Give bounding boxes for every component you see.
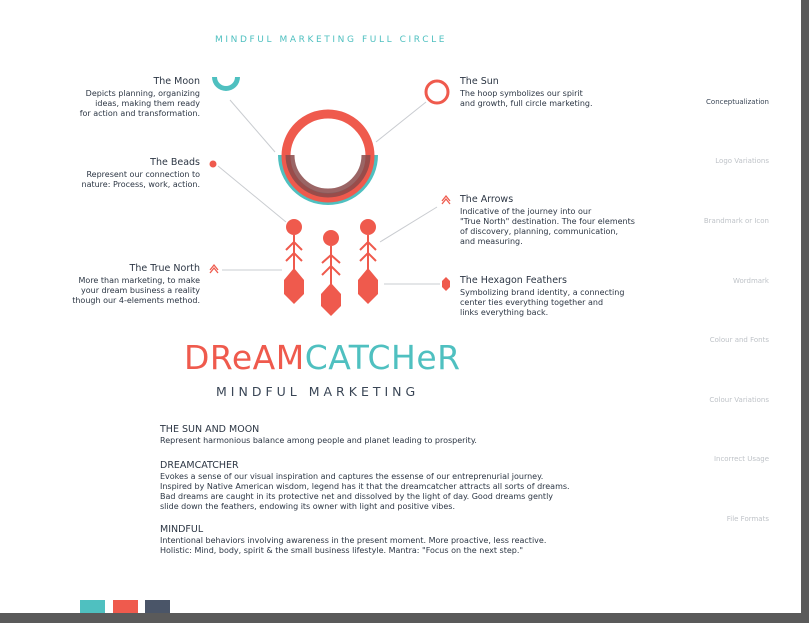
annotation-title: The Beads — [150, 157, 200, 168]
section-sun-and-moon — [160, 425, 477, 446]
beads-connector — [218, 166, 286, 222]
nav-logo-variations[interactable]: Logo Variations — [715, 157, 769, 165]
nav-conceptualization[interactable]: Conceptualization — [706, 98, 769, 106]
annotation-title: The True North — [129, 263, 200, 274]
bead-icon — [210, 161, 217, 168]
nav-file-formats[interactable]: File Formats — [726, 515, 769, 523]
wordmark-catcher: CATCHeR — [304, 338, 461, 377]
annotation-moon — [40, 77, 200, 119]
annotation-desc: Represent our connection to nature: Process, work, action. — [81, 170, 200, 189]
wordmark-tagline: MINDFUL MARKETING — [216, 384, 420, 399]
annotation-desc: Depicts planning, organizing ideas, making them ready for action and transformation. — [79, 89, 200, 118]
nav-incorrect-usage[interactable]: Incorrect Usage — [713, 455, 769, 463]
annotation-desc: Indicative of the journey into our "True North" destination. The four elements of discovery, planning, communication, and measuring. — [460, 207, 635, 246]
section-heading: THE SUN AND MOON — [160, 424, 260, 435]
annotation-sun — [460, 77, 593, 109]
section-heading: MINDFUL — [160, 524, 204, 535]
sun-icon — [426, 81, 448, 103]
dreamcatcher-wordmark — [184, 338, 461, 377]
nav-colour-variations[interactable]: Colour Variations — [709, 396, 769, 404]
annotation-desc: The hoop symbolizes our spirit and growth, full circle marketing. — [460, 89, 593, 108]
annotation-title: The Hexagon Feathers — [460, 275, 567, 286]
arrow-icon — [442, 196, 450, 204]
sun-connector — [376, 102, 426, 142]
swatch-navy — [145, 600, 170, 613]
hexagon-icon — [442, 277, 450, 291]
wordmark-dream: DReAM — [184, 338, 305, 377]
annotation-hexagon — [460, 276, 624, 318]
moon-icon — [212, 77, 240, 91]
nav-colour-and-fonts[interactable]: Colour and Fonts — [709, 336, 769, 344]
swatch-teal — [80, 600, 105, 613]
nav-wordmark[interactable]: Wordmark — [732, 277, 769, 285]
annotation-arrows — [460, 195, 635, 247]
feather-center — [321, 230, 341, 316]
section-dreamcatcher — [160, 461, 570, 512]
section-mindful — [160, 525, 546, 556]
annotation-true-north — [40, 264, 200, 306]
nav-brandmark-or-icon[interactable]: Brandmark or Icon — [703, 217, 769, 225]
moon-connector — [230, 100, 275, 152]
annotation-title: The Sun — [460, 76, 499, 87]
feather-right — [358, 219, 378, 304]
page-header: MINDFUL MARKETING FULL CIRCLE — [215, 35, 447, 45]
section-body: Represent harmonious balance among people and planet leading to prosperity. — [160, 436, 477, 445]
feather-left — [284, 219, 304, 304]
section-heading: DREAMCATCHER — [160, 460, 239, 471]
annotation-title: The Moon — [153, 76, 200, 87]
section-body: Evokes a sense of our visual inspiration and captures the essense of our entreprenurial journey. Inspired by Native American wisdom, legend has it that the dreamcatcher attracts all sorts of dreams. Bad dreams are caught in its protective net and dissolved by the light of day. Good dreams gently slide down the feathers, endowing its owner with light and positive vibes. — [160, 472, 570, 511]
annotation-title: The Arrows — [460, 194, 514, 205]
annotation-beads — [40, 158, 200, 190]
true-north-icon — [210, 265, 218, 273]
swatch-coral — [113, 600, 138, 613]
emblem-overlap — [290, 155, 366, 193]
section-body: Intentional behaviors involving awareness in the present moment. More proactive, less reactive. Holistic: Mind, body, spirit & the small business lifestyle. Mantra: "Focus on the next step." — [160, 536, 547, 555]
annotation-desc: More than marketing, to make your dream business a reality though our 4-elements method. — [72, 276, 200, 305]
annotation-desc: Symbolizing brand identity, a connecting center ties everything together and links everything back. — [460, 288, 625, 317]
arrows-connector — [380, 207, 437, 242]
